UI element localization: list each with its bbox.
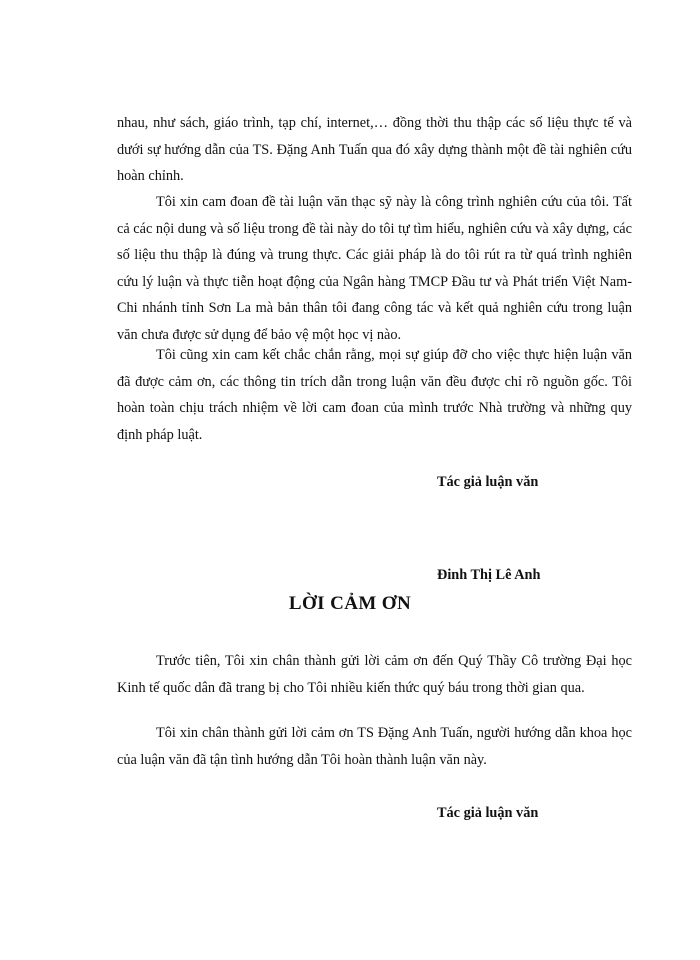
author-name: Đinh Thị Lê Anh bbox=[437, 567, 541, 583]
declaration-paragraph-continued: nhau, như sách, giáo trình, tạp chí, internet,… đồng thời thu thập các số liệu thực tế và dưới sự hướng dẫn của TS. Đặng Anh Tuấn qua đó xây dựng thành một đề tài nghiên cứu hoàn chỉnh. bbox=[117, 115, 632, 184]
acknowledgement-heading: LỜI CẢM ƠN bbox=[288, 593, 412, 614]
declaration-signature-title: Tác giả luận văn bbox=[437, 474, 539, 490]
acknowledgement-paragraph-school: Trước tiên, Tôi xin chân thành gửi lời cảm ơn đến Quý Thầy Cô trường Đại học Kinh tế quốc dân đã trang bị cho Tôi nhiều kiến thức quý báu trong thời gian qua. bbox=[117, 653, 632, 696]
declaration-paragraph-responsibility: Tôi cũng xin cam kết chắc chắn rằng, mọi sự giúp đỡ cho việc thực hiện luận văn đã được cảm ơn, các thông tin trích dẫn trong luận văn đều được chỉ rõ nguồn gốc. Tôi hoàn toàn chịu trách nhiệm về lời cam đoan của mình trước Nhà trường và những quy định pháp luật. bbox=[117, 347, 632, 443]
acknowledgement-paragraph-advisor: Tôi xin chân thành gửi lời cảm ơn TS Đặng Anh Tuấn, người hướng dẫn khoa học của luận văn đã tận tình hướng dẫn Tôi hoàn thành luận văn này. bbox=[117, 725, 632, 768]
declaration-paragraph-commitment: Tôi xin cam đoan đề tài luận văn thạc sỹ này là công trình nghiên cứu của tôi. Tất cả các nội dung và số liệu trong đề tài này do tôi tự tìm hiểu, nghiên cứu và xây dựng, các số liệu thu thập là đúng và trung thực. Các giải pháp là do tôi rút ra từ quá trình nghiên cứu lý luận và thực tiễn hoạt động của Ngân hàng TMCP Đầu tư và Phát triển Việt Nam-Chi nhánh tỉnh Sơn La mà bản thân tôi đang công tác và kết quả nghiên cứu trong luận văn chưa được sử dụng để bảo vệ một học vị nào. bbox=[117, 194, 632, 343]
acknowledgement-signature-title: Tác giả luận văn bbox=[437, 805, 539, 821]
